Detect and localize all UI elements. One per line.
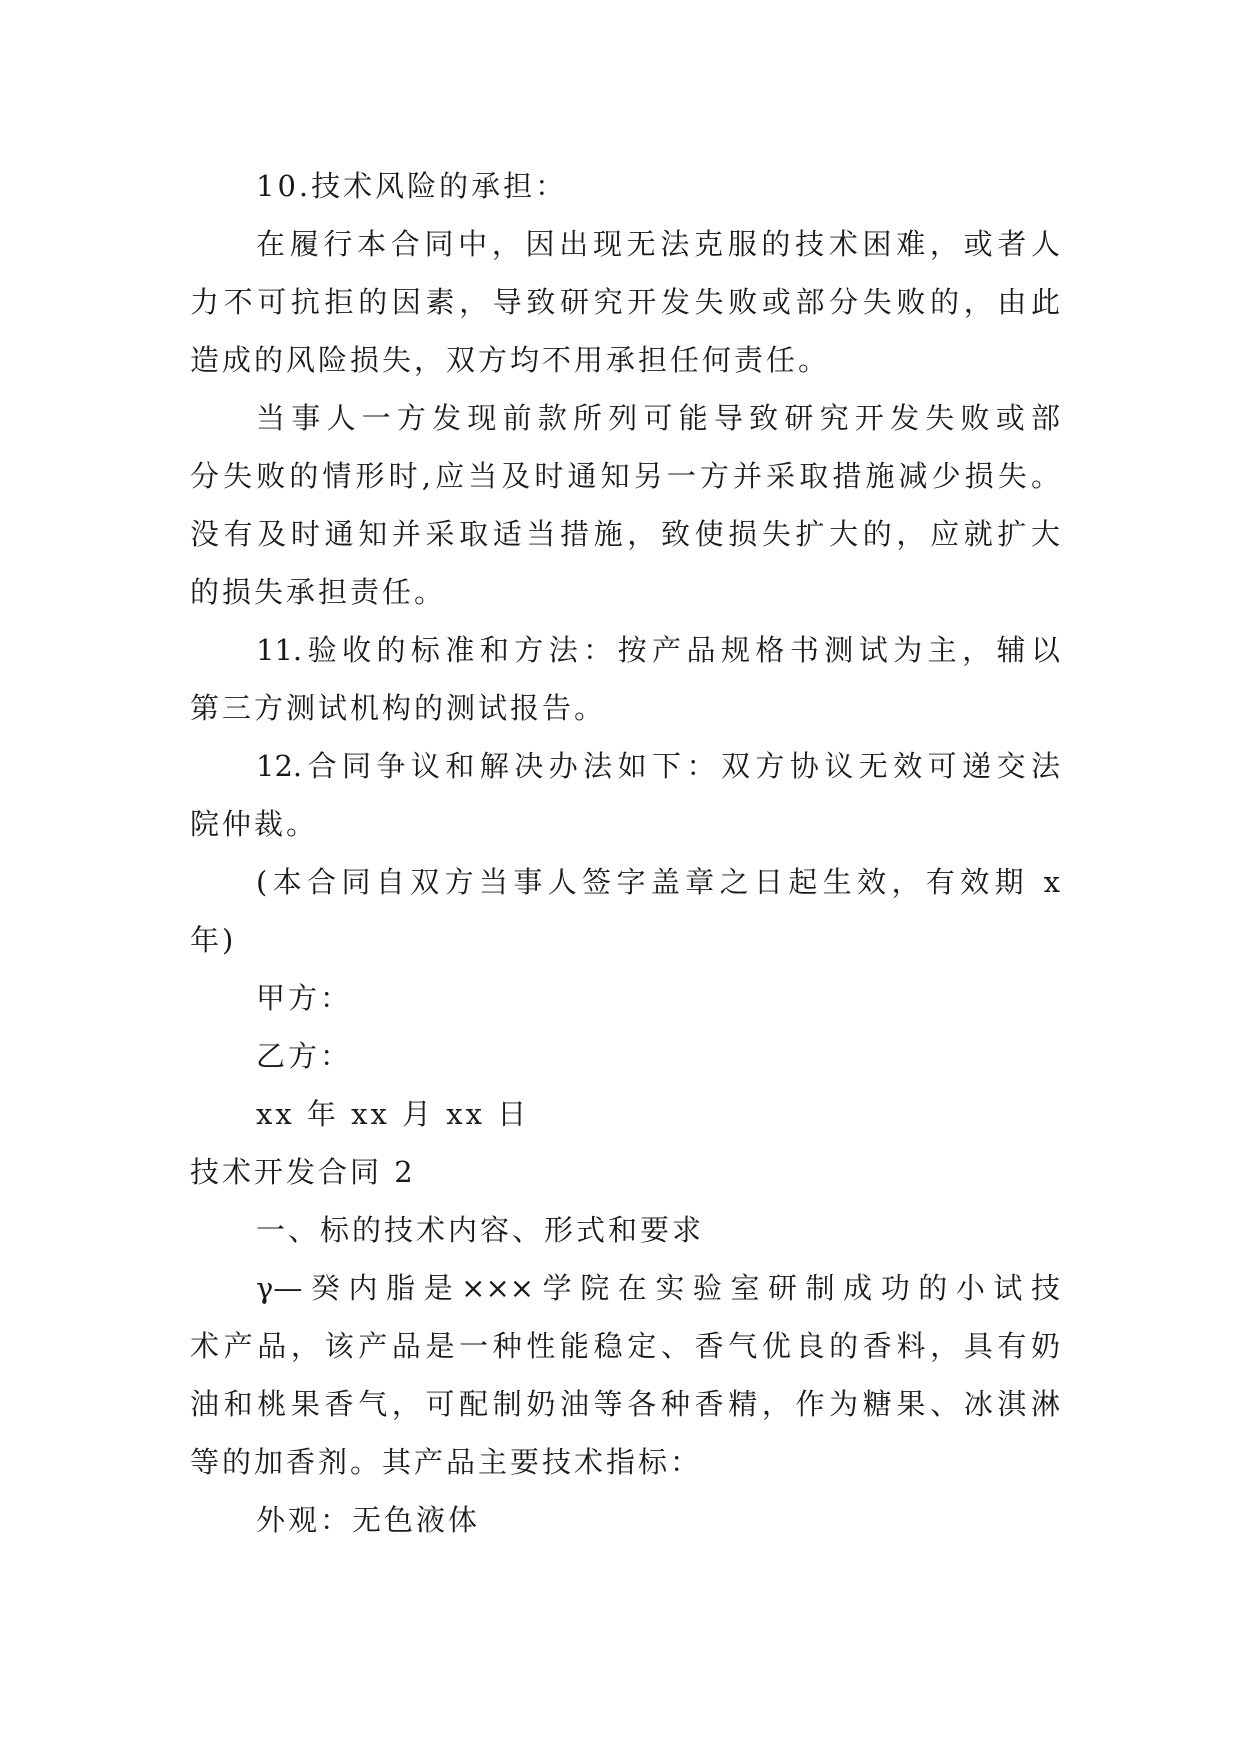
paragraph-line: γ—癸内脂是×××学院在实验室研制成功的小试技 <box>256 1271 1060 1305</box>
paragraph-line: 力不可抗拒的因素，导致研究开发失败或部分失败的，由此 <box>190 285 1060 319</box>
party-b-label: 乙方： <box>256 1039 353 1073</box>
section-heading: 一、标的技术内容、形式和要求 <box>256 1213 705 1247</box>
paragraph-line: 术产品，该产品是一种性能稳定、香气优良的香料，具有奶 <box>190 1329 1060 1363</box>
clause-10-heading: 10.技术风险的承担： <box>256 169 568 203</box>
paragraph-line: 在履行本合同中，因出现无法克服的技术困难，或者人 <box>256 227 1060 261</box>
appearance-spec-line: 外观：无色液体 <box>256 1503 481 1537</box>
effective-term-line: (本合同自双方当事人签字盖章之日起生效，有效期 x <box>256 865 1060 899</box>
paragraph-line: 等的加香剂。其产品主要技术指标： <box>190 1445 703 1479</box>
paragraph-line: 造成的风险损失，双方均不用承担任何责任。 <box>190 343 831 377</box>
paragraph-line: 当事人一方发现前款所列可能导致研究开发失败或部 <box>256 401 1060 435</box>
paragraph-line: 的损失承担责任。 <box>190 575 447 609</box>
paragraph-line: 油和桃果香气，可配制奶油等各种香精，作为糖果、冰淇淋 <box>190 1387 1060 1421</box>
clause-12-line: 12.合同争议和解决办法如下：双方协议无效可递交法 <box>256 749 1060 783</box>
clause-11-line: 11.验收的标准和方法：按产品规格书测试为主，辅以 <box>256 633 1060 667</box>
date-line: xx 年 xx 月 xx 日 <box>256 1097 530 1131</box>
paragraph-line: 院仲裁。 <box>190 807 319 841</box>
paragraph-line: 没有及时通知并采取适当措施，致使损失扩大的，应就扩大 <box>190 517 1060 551</box>
paragraph-line: 分失败的情形时,应当及时通知另一方并采取措施减少损失。 <box>190 459 1060 493</box>
paragraph-line: 第三方测试机构的测试报告。 <box>190 691 607 725</box>
contract-2-title: 技术开发合同 2 <box>190 1155 416 1189</box>
party-a-label: 甲方： <box>256 981 353 1015</box>
paragraph-line: 年) <box>190 923 237 957</box>
